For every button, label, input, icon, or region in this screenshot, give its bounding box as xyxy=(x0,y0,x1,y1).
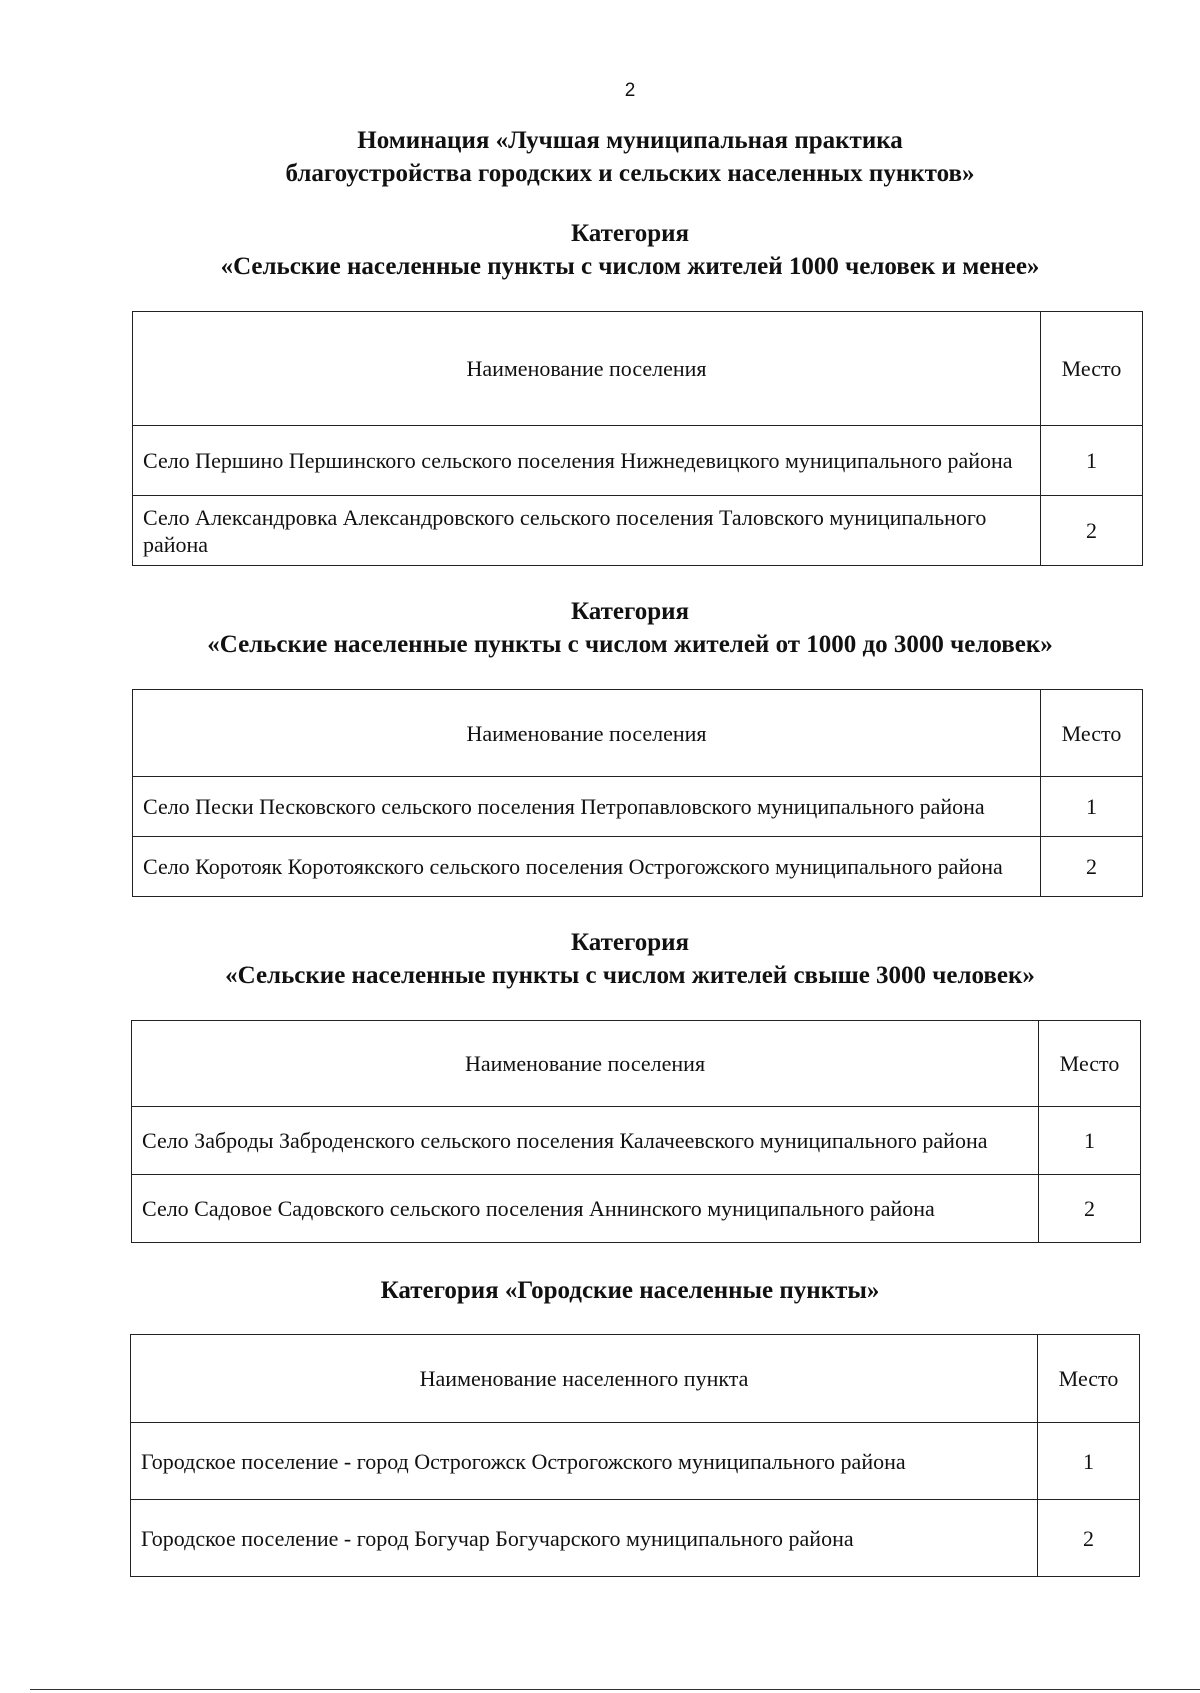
category-1-title-line-2: «Сельские населенные пункты с числом жителей 1000 человек и менее» xyxy=(220,253,1040,280)
category-4-table xyxy=(130,1334,1140,1577)
table-header-row xyxy=(133,690,1143,777)
locality-place: 2 xyxy=(1038,1500,1140,1577)
table-row xyxy=(133,837,1143,897)
nomination-title-line-2: благоустройства городских и сельских населенных пунктов» xyxy=(285,160,975,187)
settlement-name: Село Першино Першинского сельского поселения Нижнедевицкого муниципального района xyxy=(133,426,1041,496)
category-1-title xyxy=(0,217,1200,283)
header-place: Место xyxy=(1041,690,1143,777)
category-4-title-line-1: Категория «Городские населенные пункты» xyxy=(380,1277,880,1304)
header-place: Место xyxy=(1041,312,1143,426)
header-place: Место xyxy=(1039,1021,1141,1107)
category-2-title xyxy=(0,595,1200,661)
category-3-title-line-2: «Сельские населенные пункты с числом жителей свыше 3000 человек» xyxy=(225,962,1035,989)
header-settlement-name: Наименование поселения xyxy=(132,1021,1039,1107)
table-row xyxy=(132,1175,1141,1243)
table-row xyxy=(131,1500,1140,1577)
category-1-title-line-1: Категория xyxy=(570,220,690,247)
settlement-place: 2 xyxy=(1041,496,1143,566)
header-locality-name: Наименование населенного пункта xyxy=(131,1335,1038,1423)
locality-name: Городское поселение - город Богучар Богучарского муниципального района xyxy=(131,1500,1038,1577)
locality-place: 1 xyxy=(1038,1423,1140,1500)
settlement-name: Село Пески Песковского сельского поселения Петропавловского муниципального района xyxy=(133,777,1041,837)
table-row xyxy=(133,426,1143,496)
page-number: 2 xyxy=(624,80,636,101)
category-2-table xyxy=(132,689,1143,897)
category-3-table xyxy=(131,1020,1141,1243)
header-settlement-name: Наименование поселения xyxy=(133,690,1041,777)
category-1-table xyxy=(132,311,1143,566)
settlement-place: 2 xyxy=(1039,1175,1141,1243)
category-2-title-line-2: «Сельские населенные пункты с числом жителей от 1000 до 3000 человек» xyxy=(207,631,1053,658)
table-row xyxy=(133,496,1143,566)
locality-name: Городское поселение - город Острогожск Острогожского муниципального района xyxy=(131,1423,1038,1500)
settlement-place: 1 xyxy=(1041,426,1143,496)
category-3-title-line-1: Категория xyxy=(570,929,690,956)
settlement-place: 1 xyxy=(1041,777,1143,837)
settlement-name: Село Коротояк Коротоякского сельского поселения Острогожского муниципального района xyxy=(133,837,1041,897)
category-3-title xyxy=(0,926,1200,992)
table-header-row xyxy=(132,1021,1141,1107)
settlement-name: Село Заброды Заброденского сельского поселения Калачеевского муниципального района xyxy=(132,1107,1039,1175)
header-settlement-name: Наименование поселения xyxy=(133,312,1041,426)
table-header-row xyxy=(131,1335,1140,1423)
settlement-place: 2 xyxy=(1041,837,1143,897)
settlement-place: 1 xyxy=(1039,1107,1141,1175)
table-row xyxy=(131,1423,1140,1500)
nomination-title-line-1: Номинация «Лучшая муниципальная практика xyxy=(357,127,903,154)
footer-divider xyxy=(30,1689,1200,1690)
table-header-row xyxy=(133,312,1143,426)
nomination-title xyxy=(0,124,1200,190)
category-4-title xyxy=(0,1274,1200,1307)
settlement-name: Село Александровка Александровского сельского поселения Таловского муниципального района xyxy=(133,496,1041,566)
table-row xyxy=(132,1107,1141,1175)
header-place: Место xyxy=(1038,1335,1140,1423)
category-2-title-line-1: Категория xyxy=(570,598,690,625)
settlement-name: Село Садовое Садовского сельского поселения Аннинского муниципального района xyxy=(132,1175,1039,1243)
table-row xyxy=(133,777,1143,837)
